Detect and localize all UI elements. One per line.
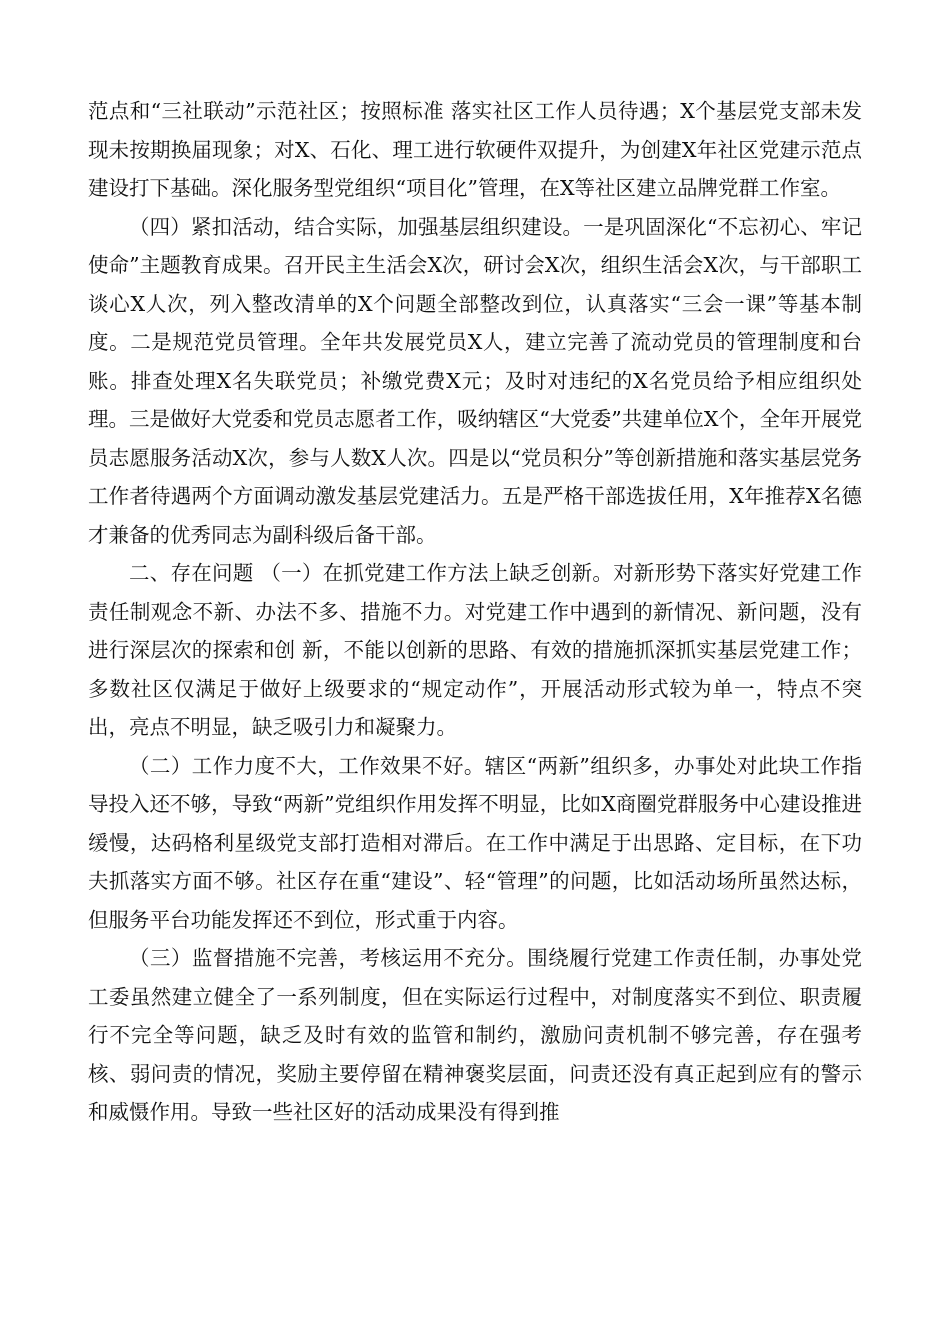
document-page: [88, 92, 862, 1132]
paragraph-continuation: 范点和“三社联动”示范社区；按照标准 落实社区工作人员待遇；X个基层党支部未发现未按期换届现象；对X、石化、理工进行软硬件双提升，为创建X年社区党建示范点建设打下基础。深化服务型党组织“项目化”管理，在X等社区建立品牌党群工作室。: [88, 99, 862, 200]
paragraph-problems-two: （二）工作力度不大，工作效果不好。辖区“两新”组织多，办事处对此块工作指导投入还不够，导致“两新”党组织作用发挥不明显，比如X商圈党群服务中心建设推进缓慢，达码格利星级党支部打造相对滞后。在工作中满足于出思路、定目标，在下功夫抓落实方面不够。社区存在重“建设”、轻“管理”的问题，比如活动场所虽然达标，但服务平台功能发挥还不到位，形式重于内容。: [88, 753, 862, 932]
paragraph-problems-one: 二、存在问题 （一）在抓党建工作方法上缺乏创新。对新形势下落实好党建工作责任制观念不新、办法不多、措施不力。对党建工作中遇到的新情况、新问题，没有进行深层次的探索和创 新，不能以创新的思路、有效的措施抓深抓实基层党建工作；多数社区仅满足于做好上级要求的“规定动作”，开展活动形式较为单一，特点不突出，亮点不明显，缺乏吸引力和凝聚力。: [88, 561, 862, 739]
paragraph-section-four: （四）紧扣活动，结合实际，加强基层组织建设。一是巩固深化“不忘初心、牢记使命”主题教育成果。召开民主生活会X次，研讨会X次，组织生活会X次，与干部职工谈心X人次，列入整改清单的X个问题全部整改到位，认真落实“三会一课”等基本制度。二是规范党员管理。全年共发展党员X人，建立完善了流动党员的管理制度和台账。排查处理X名失联党员；补缴党费X元；及时对违纪的X名党员给予相应组织处理。三是做好大党委和党员志愿者工作，吸纳辖区“大党委”共建单位X个，全年开展党员志愿服务活动X次，参与人数X人次。四是以“党员积分”等创新措施和落实基层党务工作者待遇两个方面调动激发基层党建活力。五是严格干部选拔任用，X年推荐X名德才兼备的优秀同志为副科级后备干部。: [88, 214, 862, 547]
paragraph-problems-three: （三）监督措施不完善，考核运用不充分。围绕履行党建工作责任制，办事处党工委虽然建立健全了一系列制度，但在实际运行过程中，对制度落实不到位、职责履行不完全等问题，缺乏及时有效的监管和制约，激励问责机制不够完善，存在强考核、弱问责的情况，奖励主要停留在精神褒奖层面，问责还没有真正起到应有的警示和威慑作用。导致一些社区好的活动成果没有得到推: [88, 946, 862, 1124]
